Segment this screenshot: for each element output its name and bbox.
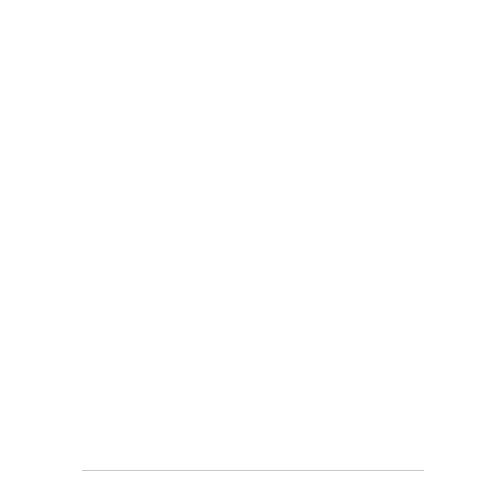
footer-divider (82, 470, 424, 471)
page-footer (82, 470, 424, 500)
page-body (82, 0, 422, 460)
